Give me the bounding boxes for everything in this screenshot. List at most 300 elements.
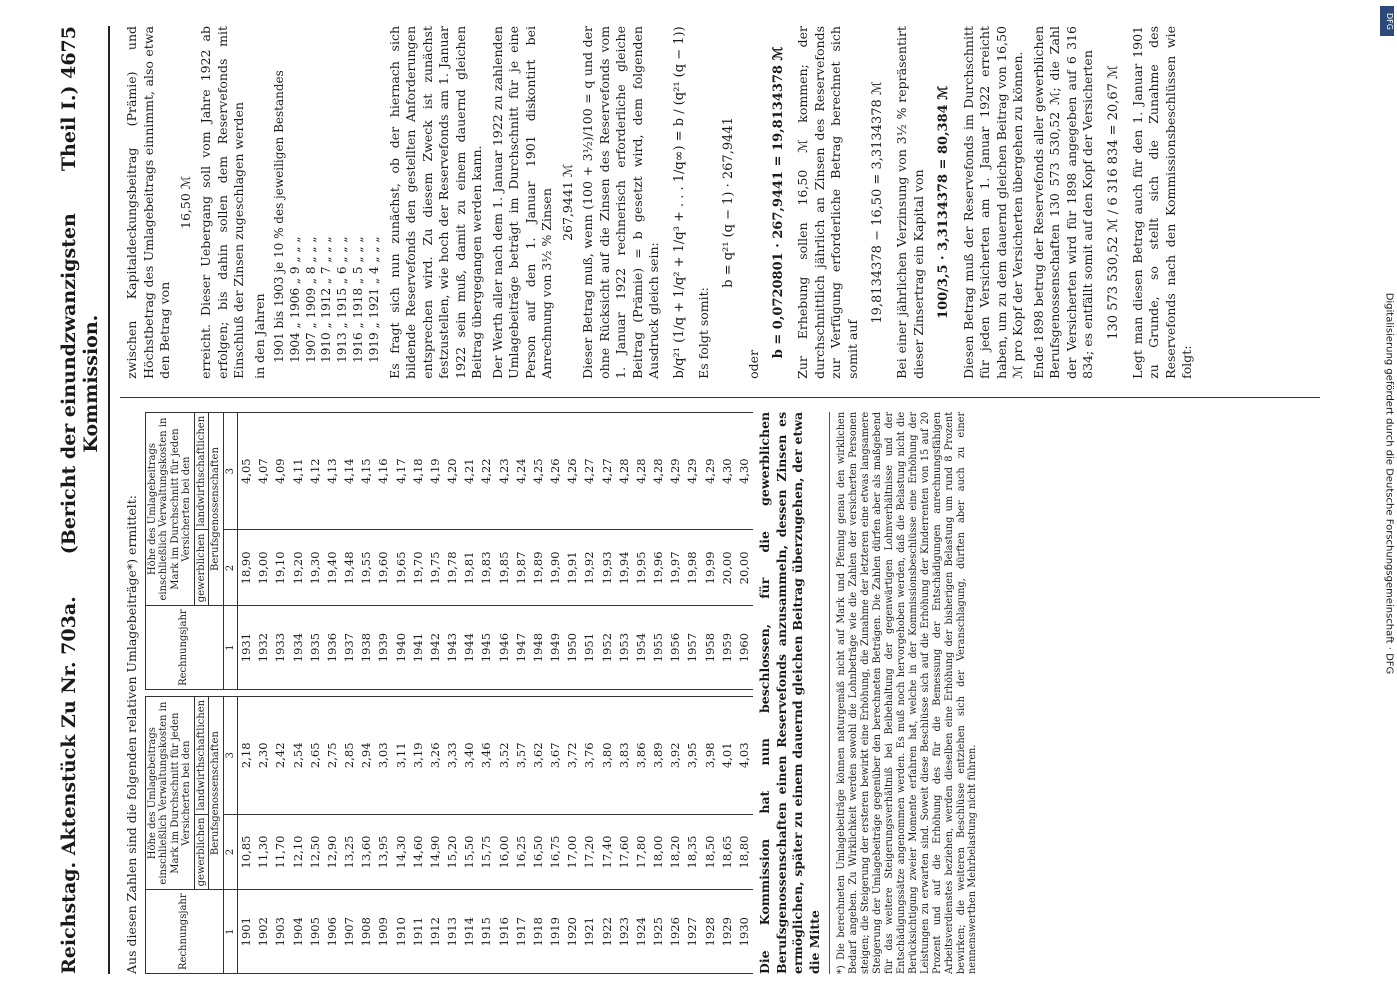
- year-cell: 1913: [444, 890, 461, 974]
- landwirtschaftlich-cell: 2,54: [290, 696, 307, 814]
- landwirtschaftlich-cell: 4,23: [496, 412, 513, 530]
- table-row: [633, 412, 650, 689]
- gewerblich-cell: 12,10: [290, 814, 307, 890]
- table-row: [290, 696, 307, 973]
- year-cell: 1955: [650, 606, 667, 690]
- landwirtschaftlich-cell: 2,94: [358, 696, 375, 814]
- header-right: Theil I.) 4675: [58, 26, 80, 172]
- col-num: 1: [223, 606, 238, 690]
- landwirtschaftlich-cell: 2,18: [238, 696, 256, 814]
- gewerblich-cell: 17,20: [581, 814, 598, 890]
- landwirtschaftlich-cell: 3,67: [547, 696, 564, 814]
- landwirtschaftlich-cell: 2,75: [324, 696, 341, 814]
- year-cell: 1908: [358, 890, 375, 974]
- gewerblich-cell: 18,90: [238, 530, 256, 606]
- gewerblich-cell: 19,97: [667, 530, 684, 606]
- gewerblich-cell: 19,93: [599, 530, 616, 606]
- landwirtschaftlich-cell: 4,20: [444, 412, 461, 530]
- gewerblich-cell: 19,65: [393, 530, 410, 606]
- landwirtschaftlich-cell: 4,21: [461, 412, 478, 530]
- col-num: 3: [223, 696, 238, 814]
- table-row: [719, 696, 736, 973]
- year-cell: 1952: [599, 606, 616, 690]
- formula-1: b/q²¹ (1/q + 1/q² + 1/q³ + . . . 1/q∞) = b / (q²¹ (q − 1)): [671, 26, 687, 379]
- table-row: [410, 696, 427, 973]
- table-row: [581, 412, 598, 689]
- gewerblich-cell: 14,30: [393, 814, 410, 890]
- col-main-header: Höhe des Umlagebeitrags einschließlich Verwaltungskosten in Mark im Durchschnitt für jeden Versicherten bei den: [145, 696, 194, 889]
- year-cell: 1939: [375, 606, 392, 690]
- year-cell: 1948: [530, 606, 547, 690]
- gewerblich-cell: 15,20: [444, 814, 461, 890]
- page-header: [58, 26, 110, 974]
- landwirtschaftlich-cell: 3,83: [616, 696, 633, 814]
- table-row: [341, 696, 358, 973]
- year-cell: 1957: [684, 606, 701, 690]
- left-column: [120, 397, 1320, 974]
- year-cell: 1946: [496, 606, 513, 690]
- footnote-divider: [829, 412, 830, 974]
- landwirtschaftlich-cell: 4,16: [375, 412, 392, 530]
- year-cell: 1915: [478, 890, 495, 974]
- gewerblich-cell: 17,60: [616, 814, 633, 890]
- reserve-schedule: [272, 26, 383, 379]
- paragraph-9: Zur Erhebung sollen 16,50 ℳ kommen; der durchschnittlich jährlich an Zinsen des Reservefonds zur Verfügung erforderliche Betrag berechnet sich somit auf: [795, 26, 860, 379]
- col-num: 2: [223, 530, 238, 606]
- gewerblich-cell: 19,75: [427, 530, 444, 606]
- table-row: [564, 412, 581, 689]
- landwirtschaftlich-cell: 4,28: [650, 412, 667, 530]
- landwirtschaftlich-cell: 4,15: [358, 412, 375, 530]
- year-cell: 1935: [307, 606, 324, 690]
- table-row: [650, 696, 667, 973]
- year-cell: 1934: [290, 606, 307, 690]
- year-cell: 1949: [547, 606, 564, 690]
- table-row: [564, 696, 581, 973]
- gewerblich-cell: 16,50: [530, 814, 547, 890]
- year-cell: 1904: [290, 890, 307, 974]
- table-row: [272, 696, 289, 973]
- table-row: [461, 696, 478, 973]
- landwirtschaftlich-cell: 4,01: [719, 696, 736, 814]
- col-gew-header: gewerblichen: [194, 530, 209, 606]
- paragraph-6: Dieser Betrag muß, wenn (100 + 3½)/100 = q und der ohne Rücksicht auf die Zinsen des Reservefonds vom 1. Januar 1922 rechnerisch erforderliche gleiche Beitrag (Prämie) = b gesetzt wird, dem folgenden Ausdruck gleich sein:: [580, 26, 662, 379]
- landwirtschaftlich-cell: 3,33: [444, 696, 461, 814]
- gewerblich-cell: 19,60: [375, 530, 392, 606]
- table-row: [393, 696, 410, 973]
- year-cell: 1958: [702, 606, 719, 690]
- table-row: [444, 696, 461, 973]
- landwirtschaftlich-cell: 4,13: [324, 412, 341, 530]
- year-cell: 1910: [393, 890, 410, 974]
- paragraph-13: Legt man diesen Betrag auch für den 1. Januar 1901 zu Grunde, so stellt sich die Zunahme des Reservefonds nach den Kommissionsbeschlüssen wie folgt:: [1129, 26, 1195, 379]
- gewerblich-cell: 18,20: [667, 814, 684, 890]
- table-row: [547, 696, 564, 973]
- table-row: [530, 412, 547, 689]
- gewerblich-cell: 20,00: [736, 530, 753, 606]
- table-row: [496, 696, 513, 973]
- table-row: [375, 696, 392, 973]
- table-row: [702, 412, 719, 689]
- contribution-table-b: [145, 412, 754, 690]
- year-cell: 1951: [581, 606, 598, 690]
- formula-3: b = 0,0720801 · 267,9441 = 19,8134378 ℳ: [771, 46, 787, 359]
- gewerblich-cell: 19,20: [290, 530, 307, 606]
- paragraph-5: Der Werth aller nach dem 1. Januar 1922 zu zahlenden Umlagebeiträge beträgt im Durchschnitt für je eine Person auf den 1. Januar 1901 diskontirt bei Anrechnung von 3½ % Zinsen: [489, 26, 555, 379]
- table-row: [410, 412, 427, 689]
- header-left: Reichstag. Aktenstück Zu Nr. 703a.: [58, 596, 80, 974]
- landwirtschaftlich-cell: 2,30: [255, 696, 272, 814]
- landwirtschaftlich-cell: 3,52: [496, 696, 513, 814]
- gewerblich-cell: 13,95: [375, 814, 392, 890]
- table-row: [736, 696, 753, 973]
- landwirtschaftlich-cell: 4,14: [341, 412, 358, 530]
- landwirtschaftlich-cell: 4,30: [736, 412, 753, 530]
- landwirtschaftlich-cell: 4,27: [599, 412, 616, 530]
- formula-2: b = q²¹ (q − 1) · 267,9441: [721, 117, 737, 288]
- year-cell: 1953: [616, 606, 633, 690]
- gewerblich-cell: 19,48: [341, 530, 358, 606]
- landwirtschaftlich-cell: 4,28: [616, 412, 633, 530]
- table-row: [290, 412, 307, 689]
- col-bg-header: Berufsgenossenschaften: [209, 412, 224, 605]
- table-row: [599, 412, 616, 689]
- gewerblich-cell: 17,00: [564, 814, 581, 890]
- gewerblich-cell: 14,60: [410, 814, 427, 890]
- schedule-line: 1913 „ 1915 „ 6 „ „ „: [335, 236, 350, 363]
- schedule-line: 1910 „ 1912 „ 7 „ „ „: [319, 236, 334, 363]
- formula-6: 130 573 530,52 ℳ / 6 316 834 = 20,67 ℳ: [1105, 65, 1121, 340]
- landwirtschaftlich-cell: 4,25: [530, 412, 547, 530]
- landwirtschaftlich-cell: 3,92: [667, 696, 684, 814]
- gewerblich-cell: 18,50: [702, 814, 719, 890]
- col-year-header: Rechnungsjahr: [145, 890, 223, 974]
- table-row: [444, 412, 461, 689]
- landwirtschaftlich-cell: 3,76: [581, 696, 598, 814]
- landwirtschaftlich-cell: 2,65: [307, 696, 324, 814]
- year-cell: 1920: [564, 890, 581, 974]
- landwirtschaftlich-cell: 3,11: [393, 696, 410, 814]
- schedule-line: 1901 bis 1903 je 10 % des jeweiligen Bestandes: [272, 70, 286, 363]
- table-row: [496, 412, 513, 689]
- table-row: [599, 696, 616, 973]
- landwirtschaftlich-cell: 3,46: [478, 696, 495, 814]
- year-cell: 1905: [307, 890, 324, 974]
- table-row: [684, 696, 701, 973]
- landwirtschaftlich-cell: 4,29: [667, 412, 684, 530]
- table-row: [513, 412, 530, 689]
- year-cell: 1917: [513, 890, 530, 974]
- table-row: [581, 696, 598, 973]
- landwirtschaftlich-cell: 3,89: [650, 696, 667, 814]
- paragraph-7: Es folgt somit:: [695, 287, 711, 379]
- gewerblich-cell: 19,89: [530, 530, 547, 606]
- year-cell: 1931: [238, 606, 256, 690]
- landwirtschaftlich-cell: 2,85: [341, 696, 358, 814]
- table-row: [324, 696, 341, 973]
- year-cell: 1911: [410, 890, 427, 974]
- col-num: 2: [223, 814, 238, 890]
- table-row: [616, 412, 633, 689]
- gewerblich-cell: 19,91: [564, 530, 581, 606]
- landwirtschaftlich-cell: 2,42: [272, 696, 289, 814]
- gewerblich-cell: 19,83: [478, 530, 495, 606]
- table-row: [684, 412, 701, 689]
- table-row: [667, 412, 684, 689]
- year-cell: 1936: [324, 606, 341, 690]
- table-row: [375, 412, 392, 689]
- gewerblich-cell: 13,60: [358, 814, 375, 890]
- year-cell: 1941: [410, 606, 427, 690]
- table-row: [547, 412, 564, 689]
- year-cell: 1932: [255, 606, 272, 690]
- landwirtschaftlich-cell: 3,26: [427, 696, 444, 814]
- landwirtschaftlich-cell: 4,26: [547, 412, 564, 530]
- landwirtschaftlich-cell: 3,03: [375, 696, 392, 814]
- year-cell: 1906: [324, 890, 341, 974]
- table-row: [427, 696, 444, 973]
- table-row: [255, 696, 272, 973]
- landwirtschaftlich-cell: 3,86: [633, 696, 650, 814]
- right-column: [120, 26, 1320, 379]
- table-row: [238, 412, 256, 689]
- intro-text: Aus diesen Zahlen sind die folgenden relativen Umlagebeiträge*) ermittelt:: [124, 495, 139, 974]
- year-cell: 1950: [564, 606, 581, 690]
- schedule-line: 1907 „ 1909 „ 8 „ „ „: [303, 236, 318, 363]
- gewerblich-cell: 13,25: [341, 814, 358, 890]
- schedule-line: 1916 „ 1918 „ 5 „ „ „: [351, 236, 366, 363]
- gewerblich-cell: 19,98: [684, 530, 701, 606]
- year-cell: 1960: [736, 606, 753, 690]
- year-cell: 1926: [667, 890, 684, 974]
- table-row: [272, 412, 289, 689]
- paragraph-12: Ende 1898 betrug der Reservefonds aller gewerblichen Berufsgenossenschaften 130 573 530,52 ℳ; die Zahl der Versicherten wird für 1898 angegeben auf 6 316 834; es entfällt somit auf den Kopf der Versicherten: [1030, 26, 1096, 379]
- amount-2: 267,9441 ℳ: [559, 163, 575, 241]
- year-cell: 1907: [341, 890, 358, 974]
- landwirtschaftlich-cell: 3,95: [684, 696, 701, 814]
- year-cell: 1928: [702, 890, 719, 974]
- gewerblich-cell: 18,35: [684, 814, 701, 890]
- gewerblich-cell: 19,90: [547, 530, 564, 606]
- year-cell: 1916: [496, 890, 513, 974]
- gewerblich-cell: 15,50: [461, 814, 478, 890]
- gewerblich-cell: 12,90: [324, 814, 341, 890]
- commission-paragraph: Die Kommission hat nun beschlossen, für die gewerblichen Berufsgenossenschaften einen Reservefonds anzusammeln, dessen Zinsen es ermöglichen, später zu einem dauernd gleichen Beitrag überzugehen, der etwa die Mitte: [757, 411, 822, 974]
- landwirtschaftlich-cell: 3,62: [530, 696, 547, 814]
- gewerblich-cell: 19,78: [444, 530, 461, 606]
- col-bg-header: Berufsgenossenschaften: [209, 696, 224, 889]
- landwirtschaftlich-cell: 3,57: [513, 696, 530, 814]
- gewerblich-cell: 19,85: [496, 530, 513, 606]
- landwirtschaftlich-cell: 4,19: [427, 412, 444, 530]
- table-row: [736, 412, 753, 689]
- year-cell: 1944: [461, 606, 478, 690]
- gewerblich-cell: 19,96: [650, 530, 667, 606]
- side-note: [1379, 8, 1393, 992]
- year-cell: 1937: [341, 606, 358, 690]
- gewerblich-cell: 19,94: [616, 530, 633, 606]
- table-row: [461, 412, 478, 689]
- table-row: [238, 696, 256, 973]
- table-row: [393, 412, 410, 689]
- col-year-header: Rechnungsjahr: [145, 606, 223, 690]
- year-cell: 1923: [616, 890, 633, 974]
- gewerblich-cell: 19,70: [410, 530, 427, 606]
- landwirtschaftlich-cell: 4,29: [684, 412, 701, 530]
- table-row: [513, 696, 530, 973]
- table-row: [324, 412, 341, 689]
- gewerblich-cell: 16,75: [547, 814, 564, 890]
- col-gew-header: gewerblichen: [194, 814, 209, 890]
- table-row: [358, 412, 375, 689]
- gewerblich-cell: 16,00: [496, 814, 513, 890]
- header-center: (Bericht der einundzwanzigsten Kommission.: [58, 213, 102, 555]
- gewerblich-cell: 18,80: [736, 814, 753, 890]
- table-row: [307, 696, 324, 973]
- formula-5: 100/3,5 · 3,3134378 = 80,384 ℳ: [936, 85, 952, 319]
- year-cell: 1919: [547, 890, 564, 974]
- gewerblich-cell: 11,70: [272, 814, 289, 890]
- col-land-header: landwirthschaftlichen: [194, 412, 209, 530]
- document-page: [40, 0, 1330, 1000]
- dfg-logo: DFG: [1380, 6, 1394, 36]
- paragraph-11: Diesen Betrag muß der Reservefonds im Durchschnitt für jeden Versicherten am 1. Januar 1922 erreicht haben, um zu dem dauernd gleichen Beitrag von 16,50 ℳ pro Kopf der Versicherten übergehen zu können.: [960, 26, 1026, 379]
- year-cell: 1927: [684, 890, 701, 974]
- year-cell: 1933: [272, 606, 289, 690]
- gewerblich-cell: 19,00: [255, 530, 272, 606]
- gewerblich-cell: 19,10: [272, 530, 289, 606]
- table-row: [478, 412, 495, 689]
- table-row: [478, 696, 495, 973]
- gewerblich-cell: 10,85: [238, 814, 256, 890]
- gewerblich-cell: 19,95: [633, 530, 650, 606]
- year-cell: 1902: [255, 890, 272, 974]
- year-cell: 1942: [427, 606, 444, 690]
- year-cell: 1903: [272, 890, 289, 974]
- table-row: [255, 412, 272, 689]
- year-cell: 1956: [667, 606, 684, 690]
- col-land-header: landwirthschaftlichen: [194, 696, 209, 814]
- paragraph-4: Es fragt sich nun zunächst, ob der hiernach sich bildende Reservefonds den gestellten Anforderungen entsprechen wird. Zu diesem Zweck ist zunächst festzustellen, wie hoch der Reservefonds am 1. Januar 1922 sein muß, damit zu einem dauernd gleichen Beitrag übergegangen werden kann.: [386, 26, 485, 379]
- year-cell: 1914: [461, 890, 478, 974]
- gewerblich-cell: 18,00: [650, 814, 667, 890]
- paragraph-8: oder: [745, 349, 761, 379]
- year-cell: 1909: [375, 890, 392, 974]
- paragraph-2: erreicht. Dieser Uebergang soll vom Jahre 1922 ab erfolgen; bis dahin sollen dem Reservefonds mit Einschluß der Zinsen zugeschlagen werden: [198, 26, 246, 379]
- landwirtschaftlich-cell: 4,27: [581, 412, 598, 530]
- amount-1: 16,50 ℳ: [177, 175, 193, 229]
- schedule-line: 1904 „ 1906 „ 9 „ „ „: [287, 236, 302, 363]
- landwirtschaftlich-cell: 4,11: [290, 412, 307, 530]
- gewerblich-cell: 19,99: [702, 530, 719, 606]
- year-cell: 1921: [581, 890, 598, 974]
- landwirtschaftlich-cell: 4,18: [410, 412, 427, 530]
- year-cell: 1943: [444, 606, 461, 690]
- gewerblich-cell: 15,75: [478, 814, 495, 890]
- landwirtschaftlich-cell: 4,22: [478, 412, 495, 530]
- table-row: [341, 412, 358, 689]
- col-num: 3: [223, 412, 238, 530]
- table-row: [633, 696, 650, 973]
- paragraph-3: in den Jahren: [251, 293, 267, 379]
- year-cell: 1918: [530, 890, 547, 974]
- year-cell: 1959: [719, 606, 736, 690]
- landwirtschaftlich-cell: 3,19: [410, 696, 427, 814]
- formula-4: 19,8134378 − 16,50 = 3,3134378 ℳ: [870, 81, 886, 324]
- table-row: [530, 696, 547, 973]
- table-row: [719, 412, 736, 689]
- gewerblich-cell: 17,80: [633, 814, 650, 890]
- landwirtschaftlich-cell: 4,30: [719, 412, 736, 530]
- landwirtschaftlich-cell: 3,98: [702, 696, 719, 814]
- landwirtschaftlich-cell: 4,24: [513, 412, 530, 530]
- table-row: [650, 412, 667, 689]
- paragraph-10: Bei einer jährlichen Verzinsung von 3½ % repräsentirt dieser Zinsertrag ein Kapital von: [894, 26, 926, 379]
- gewerblich-cell: 12,50: [307, 814, 324, 890]
- landwirtschaftlich-cell: 4,05: [238, 412, 256, 530]
- gewerblich-cell: 11,30: [255, 814, 272, 890]
- table-row: [667, 696, 684, 973]
- gewerblich-cell: 20,00: [719, 530, 736, 606]
- footnote: *) Die berechneten Umlagebeiträge können naturgemäß nicht auf Mark und Pfennig genau den wirklichen Bedarf angeben. Zu Wirklichkeit werden sowohl die Lohnbeträge wie die Zahlen der versicherten Personen steigen; die Steigerung der ersteren bewirkt eine Erhöhung, die Zunahme der letzteren eine etwas langsamere Steigerung der Umlagebeiträge gegenüber den berechneten Beträgen. Die Zahlen dürfen aber als maßgebend für das weitere Steigerungsverhältniß bei Beibehaltung der gegenwärtigen Lohnverhältnisse und der Entschädigungssätze angenommen werden. Es muß noch hervorgehoben werden, daß die Belastung nicht die Berücksichtigung zweier Momente erfahren hat, welche in der Kommissionsbeschlüsse eine Erhöhung der Leistungen zu erwarten sind. Soweit diese Beschlüsse sich auf die Erhöhung der Kinderrenten von 15 auf 20 Prozent und auf die Erhöhung des für die Bemessung der Entschädigungen anrechnungsfähigen Arbeitsverdienstes beziehen, werden dieselben eine Erhöhung der bisherigen Belastung um rund 8 Prozent bewirken; die weiteren Beschlüsse entziehen sich der Veranschlagung, dürften aber auch zu einer nennenswerthen Mehrbelastung nicht führen.: [836, 411, 979, 974]
- landwirtschaftlich-cell: 4,07: [255, 412, 272, 530]
- schedule-line: 1919 „ 1921 „ 4 „ „ „: [366, 236, 381, 363]
- landwirtschaftlich-cell: 4,28: [633, 412, 650, 530]
- landwirtschaftlich-cell: 3,80: [599, 696, 616, 814]
- landwirtschaftlich-cell: 4,12: [307, 412, 324, 530]
- gewerblich-cell: 14,90: [427, 814, 444, 890]
- gewerblich-cell: 19,40: [324, 530, 341, 606]
- contribution-tables: [145, 412, 754, 974]
- landwirtschaftlich-cell: 4,29: [702, 412, 719, 530]
- landwirtschaftlich-cell: 3,40: [461, 696, 478, 814]
- gewerblich-cell: 19,92: [581, 530, 598, 606]
- year-cell: 1912: [427, 890, 444, 974]
- year-cell: 1945: [478, 606, 495, 690]
- table-row: [307, 412, 324, 689]
- gewerblich-cell: 17,40: [599, 814, 616, 890]
- year-cell: 1901: [238, 890, 256, 974]
- landwirtschaftlich-cell: 4,17: [393, 412, 410, 530]
- landwirtschaftlich-cell: 4,09: [272, 412, 289, 530]
- year-cell: 1940: [393, 606, 410, 690]
- table-row: [358, 696, 375, 973]
- contribution-table-a: [145, 696, 754, 974]
- col-num: 1: [223, 890, 238, 974]
- paragraph-1: zwischen Kapitaldeckungsbeitrag (Prämie) und Höchstbetrag des Umlagebeitrags einnimmt, also etwa den Betrag von: [124, 26, 172, 379]
- year-cell: 1925: [650, 890, 667, 974]
- landwirtschaftlich-cell: 4,26: [564, 412, 581, 530]
- gewerblich-cell: 19,81: [461, 530, 478, 606]
- year-cell: 1938: [358, 606, 375, 690]
- col-main-header: Höhe des Umlagebeitrags einschließlich Verwaltungskosten in Mark im Durchschnitt für jeden Versicherten bei den: [145, 412, 194, 605]
- year-cell: 1947: [513, 606, 530, 690]
- landwirtschaftlich-cell: 3,72: [564, 696, 581, 814]
- landwirtschaftlich-cell: 4,03: [736, 696, 753, 814]
- year-cell: 1924: [633, 890, 650, 974]
- gewerblich-cell: 19,30: [307, 530, 324, 606]
- gewerblich-cell: 16,25: [513, 814, 530, 890]
- gewerblich-cell: 18,65: [719, 814, 736, 890]
- gewerblich-cell: 19,55: [358, 530, 375, 606]
- year-cell: 1954: [633, 606, 650, 690]
- table-row: [616, 696, 633, 973]
- side-note-text: Digitalisierung gefördert durch die Deutsche Forschungsgemeinschaft · DFG: [1383, 292, 1395, 675]
- gewerblich-cell: 19,87: [513, 530, 530, 606]
- table-row: [702, 696, 719, 973]
- year-cell: 1922: [599, 890, 616, 974]
- year-cell: 1929: [719, 890, 736, 974]
